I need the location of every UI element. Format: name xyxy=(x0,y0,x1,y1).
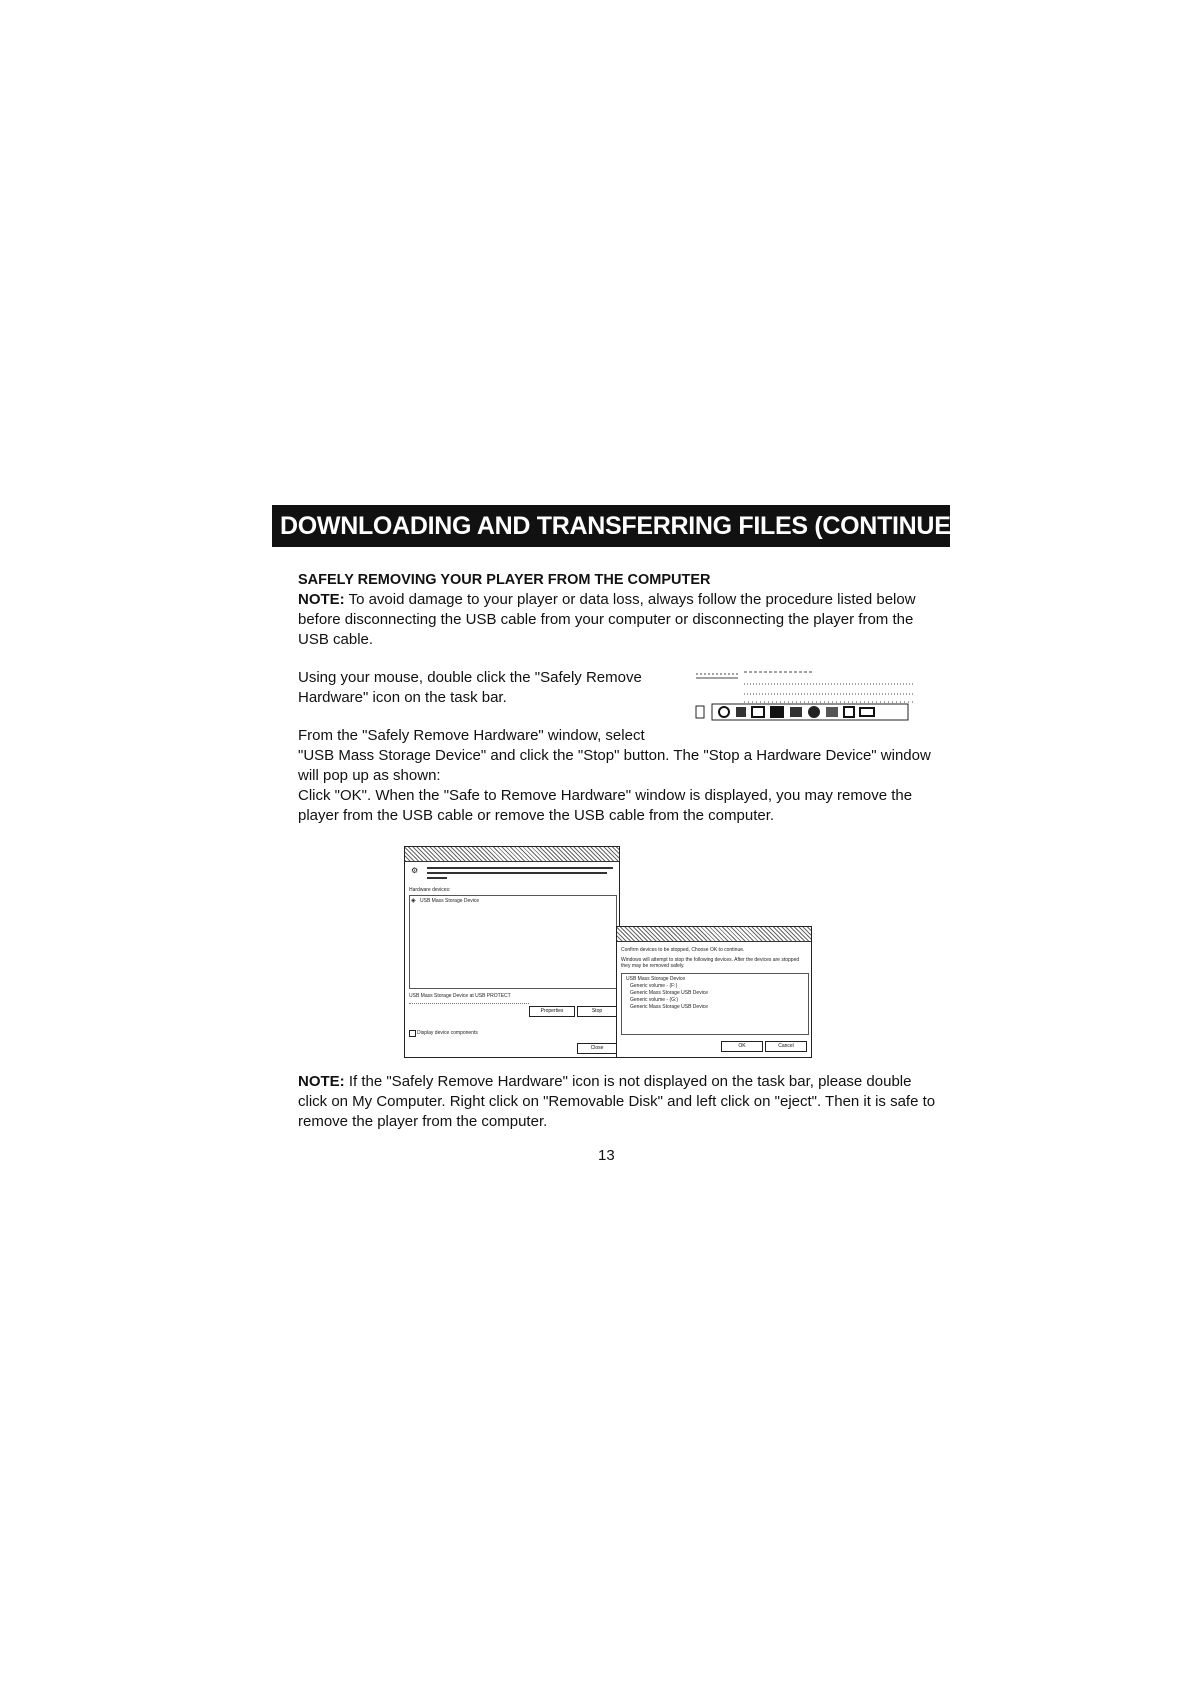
ok-button[interactable]: OK xyxy=(721,1041,763,1052)
note-label: NOTE: xyxy=(298,591,345,608)
note-label: NOTE: xyxy=(298,1073,345,1090)
properties-button[interactable]: Properties xyxy=(529,1006,575,1017)
device-location-text: USB Mass Storage Device at USB PROTECT xyxy=(409,993,511,999)
note-precaution xyxy=(298,590,928,650)
page-header-bar xyxy=(272,505,977,547)
safely-remove-hardware-dialog xyxy=(404,846,620,1058)
instruction-line-2: "USB Mass Storage Device" and click the "Stop" button. The "Stop a Hardware Device" window will pop up as shown: xyxy=(298,747,931,784)
instruction-line-1: From the "Safely Remove Hardware" window, select xyxy=(298,727,645,744)
network-icon xyxy=(736,707,746,717)
usb-device-icon: ◈ xyxy=(411,898,416,904)
note-text: If the "Safely Remove Hardware" icon is not displayed on the task bar, please double click on My Computer. Right click on "Removable Disk" and left click on "eject". Then it is safe to remove the player from the computer. xyxy=(298,1073,936,1130)
devices-to-stop-list xyxy=(621,973,809,1035)
hardware-devices-label: Hardware devices: xyxy=(409,887,451,893)
instruction-stop-device xyxy=(298,726,938,826)
display-components-label: Display device components xyxy=(417,1030,478,1036)
battery-icon xyxy=(826,707,838,717)
tray-icons-strip xyxy=(696,704,908,720)
stop-hardware-device-dialog xyxy=(616,926,812,1058)
display-icon xyxy=(770,706,784,718)
note-alternative xyxy=(298,1072,938,1132)
dialog-instruction-line xyxy=(427,877,447,879)
stop-list-item: Generic volume - (G:) xyxy=(630,997,679,1003)
printer-icon xyxy=(790,707,802,717)
confirm-text: Confirm devices to be stopped, Choose OK to continue. xyxy=(621,947,745,953)
cancel-button[interactable]: Cancel xyxy=(765,1041,807,1052)
stop-list-item: Generic Mass Storage USB Device xyxy=(630,990,709,996)
dialog-title-bar[interactable] xyxy=(405,847,619,862)
hardware-icon: ⚙ xyxy=(411,866,419,875)
stop-list-item: Generic Mass Storage USB Device xyxy=(630,1004,709,1010)
stop-list-item: USB Mass Storage Device xyxy=(626,976,686,982)
close-button[interactable]: Close xyxy=(577,1043,617,1054)
stop-button[interactable]: Stop xyxy=(577,1006,617,1017)
display-components-checkbox[interactable] xyxy=(409,1030,416,1037)
note-text: To avoid damage to your player or data loss, always follow the procedure listed below before disconnecting the USB cable from your computer or disconnecting the player from the USB cable. xyxy=(298,591,916,648)
device-list-item[interactable]: USB Mass Storage Device xyxy=(420,898,480,904)
info-text: Windows will attempt to stop the following devices. After the devices are stopped they may be removed safely. xyxy=(621,957,800,969)
header-title: DOWNLOADING AND TRANSFERRING FILES (CONTINUED) xyxy=(280,512,977,540)
globe-icon xyxy=(808,706,820,718)
section-title: SAFELY REMOVING YOUR PLAYER FROM THE COMPUTER xyxy=(298,572,711,588)
dialog-instruction-line xyxy=(427,867,613,869)
dialog-instruction-line xyxy=(427,872,607,874)
taskbar-tray-illustration xyxy=(694,664,916,722)
stop-list-item: Generic volume - (F:) xyxy=(630,983,678,989)
instruction-double-click: Using your mouse, double click the "Safely Remove Hardware" icon on the task bar. xyxy=(298,669,642,706)
tray-tooltip xyxy=(696,672,914,702)
hardware-devices-list[interactable] xyxy=(409,895,617,989)
page-number: 13 xyxy=(598,1147,615,1164)
dialog-title-bar[interactable] xyxy=(617,927,811,942)
divider xyxy=(409,1003,529,1005)
instruction-line-3: Click "OK". When the "Safe to Remove Hardware" window is displayed, you may remove the player from the USB cable or remove the USB cable from the computer. xyxy=(298,787,913,824)
